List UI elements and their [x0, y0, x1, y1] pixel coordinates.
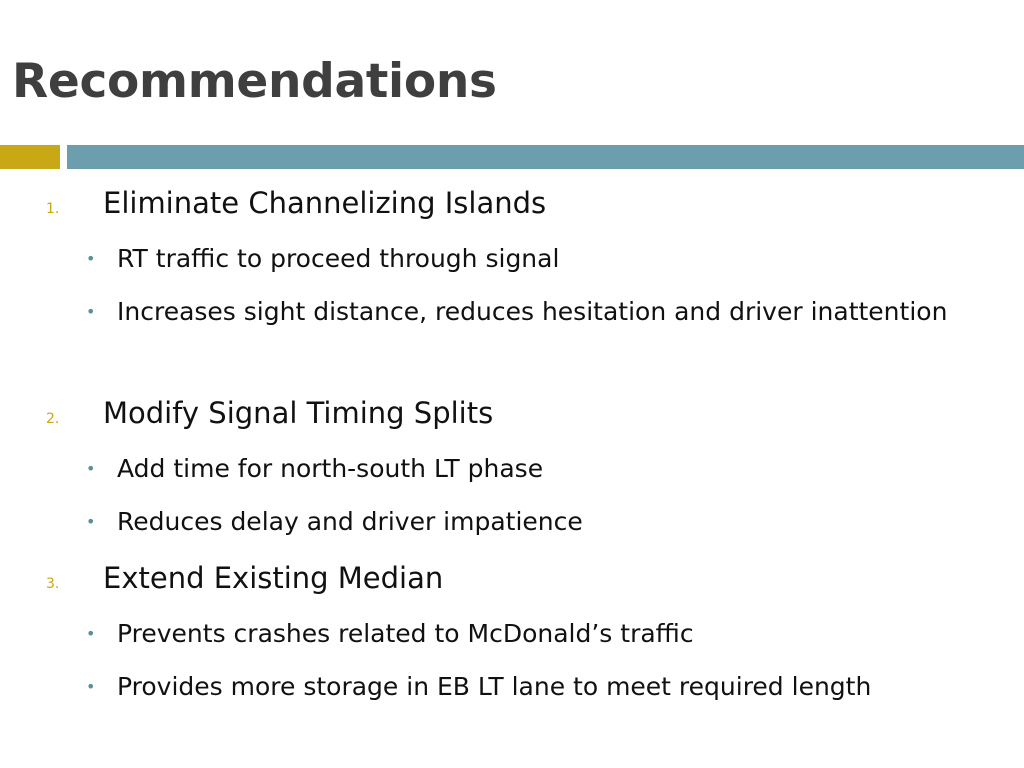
list-item: Reduces delay and driver impatience	[117, 507, 583, 536]
bullet-marker: •	[86, 677, 96, 696]
bullet-marker: •	[86, 624, 96, 643]
list-item: Provides more storage in EB LT lane to meet required length	[117, 672, 872, 701]
list-number: 2.	[46, 411, 60, 427]
list-number: 1.	[46, 201, 60, 217]
list-item: Prevents crashes related to McDonald’s traffic	[117, 619, 694, 648]
list-heading: Modify Signal Timing Splits	[103, 396, 494, 430]
bullet-marker: •	[86, 459, 96, 478]
list-item: RT traffic to proceed through signal	[117, 244, 560, 273]
list-heading: Eliminate Channelizing Islands	[103, 186, 547, 220]
list-item: Increases sight distance, reduces hesitation and driver inattention	[117, 297, 948, 326]
slide-title: Recommendations	[12, 54, 497, 109]
bullet-marker: •	[86, 512, 96, 531]
list-item: Add time for north-south LT phase	[117, 454, 544, 483]
list-number: 3.	[46, 576, 60, 592]
bullet-marker: •	[86, 302, 96, 321]
bullet-marker: •	[86, 249, 96, 268]
list-heading: Extend Existing Median	[103, 561, 444, 595]
